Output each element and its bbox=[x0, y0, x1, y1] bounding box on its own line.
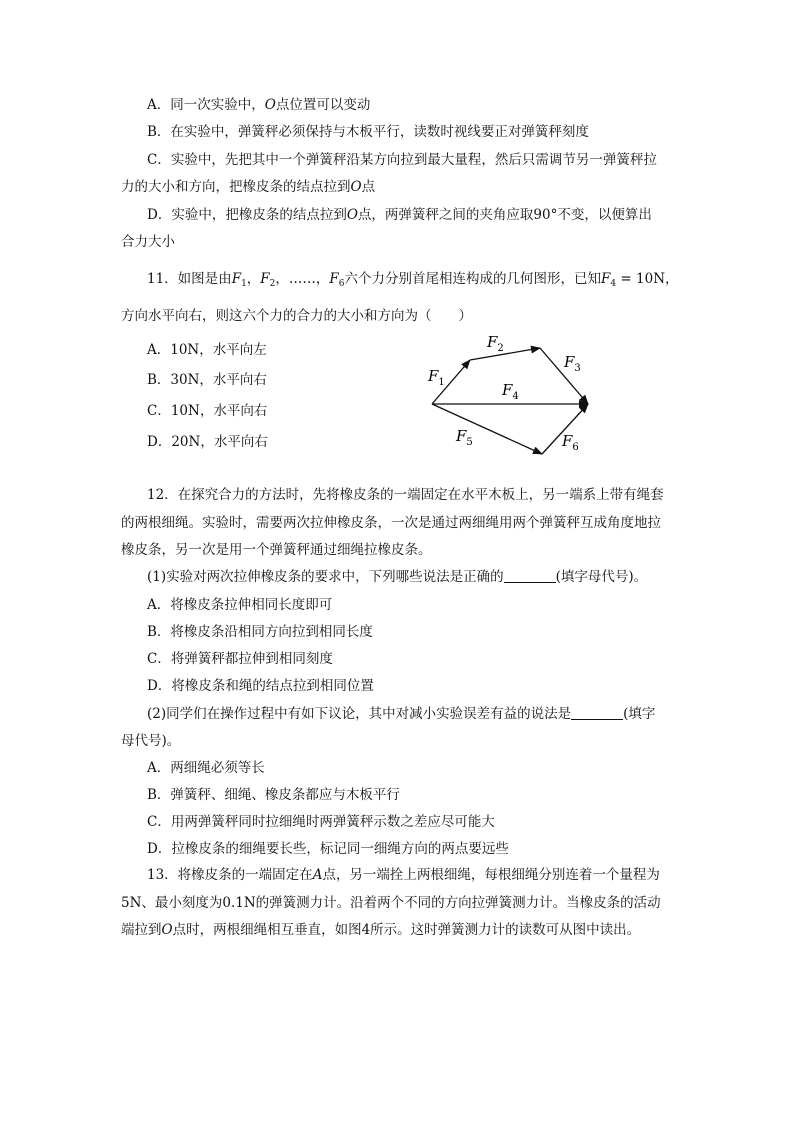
q12-part2-option-d: D．拉橡皮条的细绳要长些，标记同一细绳方向的两点要远些 bbox=[147, 841, 509, 857]
q12-stem-line3: 橡皮条，另一次是用一个弹簧秤通过细绳拉橡皮条。 bbox=[121, 542, 432, 558]
label-f3: $F_3$ bbox=[564, 353, 581, 374]
q12-part2-option-c: C．用两弹簧秤同时拉细绳时两弹簧秤示数之差应尽可能大 bbox=[147, 814, 495, 830]
q12-part1-option-c: C．将弹簧秤都拉伸到相同刻度 bbox=[147, 651, 333, 667]
q10-option-d-line2: 合力大小 bbox=[121, 234, 175, 250]
label-f1: $F_1$ bbox=[428, 367, 445, 388]
q12-part1-answer-blank[interactable] bbox=[504, 569, 556, 583]
q12-part1-option-a: A．将橡皮条拉伸相同长度即可 bbox=[147, 597, 333, 613]
q12-part2-stem-line2: 母代号)。 bbox=[121, 733, 181, 749]
q12-stem-line2: 的两根细绳。实验时，需要两次拉伸橡皮条，一次是通过两细绳用两个弹簧秤互成角度地拉 bbox=[121, 515, 661, 531]
force-f5-arrow bbox=[432, 404, 542, 454]
q12-part1-option-b: B．将橡皮条沿相同方向拉到相同长度 bbox=[147, 624, 373, 640]
q12-part2-stem-line1: (2)同学们在操作过程中有如下议论，其中对减小实验误差有益的说法是 (填字 bbox=[147, 706, 656, 722]
q10-option-c-line1: C．实验中，先把其中一个弹簧秤沿某方向拉到最大量程，然后只需调节另一弹簧秤拉 bbox=[147, 152, 657, 168]
q12-part1-option-d: D．将橡皮条和绳的结点拉到相同位置 bbox=[147, 678, 374, 694]
q10-option-a: A．同一次实验中，O点位置可以变动 bbox=[147, 97, 371, 113]
q13-stem-line2: 5N、最小刻度为0.1N的弹簧测力计。沿着两个不同的方向拉弹簧测力计。当橡皮条的活动 bbox=[121, 895, 661, 911]
q11-option-c: C．10N，水平向右 bbox=[147, 403, 268, 419]
q10-option-b: B．在实验中，弹簧秤必须保持与木板平行，读数时视线要正对弹簧秤刻度 bbox=[147, 124, 589, 140]
label-f5: $F_5$ bbox=[456, 427, 473, 448]
q12-part2-answer-blank[interactable] bbox=[571, 706, 623, 720]
q11-option-b: B．30N，水平向右 bbox=[147, 372, 267, 388]
q10-option-d-line1: D．实验中，把橡皮条的结点拉到O点，两弹簧秤之间的夹角应取90°不变，以便算出 bbox=[147, 207, 652, 223]
q12-stem-line1: 12．在探究合力的方法时，先将橡皮条的一端固定在水平木板上，另一端系上带有绳套 bbox=[147, 487, 664, 503]
force-f2-arrow bbox=[470, 348, 540, 360]
force-polygon-diagram bbox=[410, 330, 610, 460]
q12-part2-option-a: A．两细绳必须等长 bbox=[147, 760, 265, 776]
label-f2: $F_2$ bbox=[487, 333, 504, 354]
q11-stem-line2: 方向水平向右，则这六个力的合力的大小和方向为（ ） bbox=[121, 308, 472, 324]
q11-option-a: A．10N，水平向左 bbox=[147, 342, 267, 358]
label-f4: $F_4$ bbox=[502, 381, 519, 402]
q13-stem-line1: 13．将橡皮条的一端固定在A点，另一端拴上两根细绳，每根细绳分别连着一个量程为 bbox=[147, 867, 660, 883]
q13-stem-line3: 端拉到O点时，两根细绳相互垂直，如图4所示。这时弹簧测力计的读数可从图中读出。 bbox=[121, 922, 641, 938]
q11-option-d: D．20N，水平向右 bbox=[147, 434, 268, 450]
q11-stem-line1: 11．如图是由$F_1$，$F_2$，……，$F_6$六个力分别首尾相连构成的几何图形，已知$F_4 = 10N$， bbox=[147, 271, 679, 289]
q12-part2-option-b: B．弹簧秤、细绳、橡皮条都应与木板平行 bbox=[147, 787, 400, 803]
q12-part1-stem: (1)实验对两次拉伸橡皮条的要求中，下列哪些说法是正确的 (填字母代号)。 bbox=[147, 569, 648, 585]
label-f6: $F_6$ bbox=[562, 432, 579, 453]
q10-option-c-line2: 力的大小和方向，把橡皮条的结点拉到O点 bbox=[121, 179, 376, 195]
